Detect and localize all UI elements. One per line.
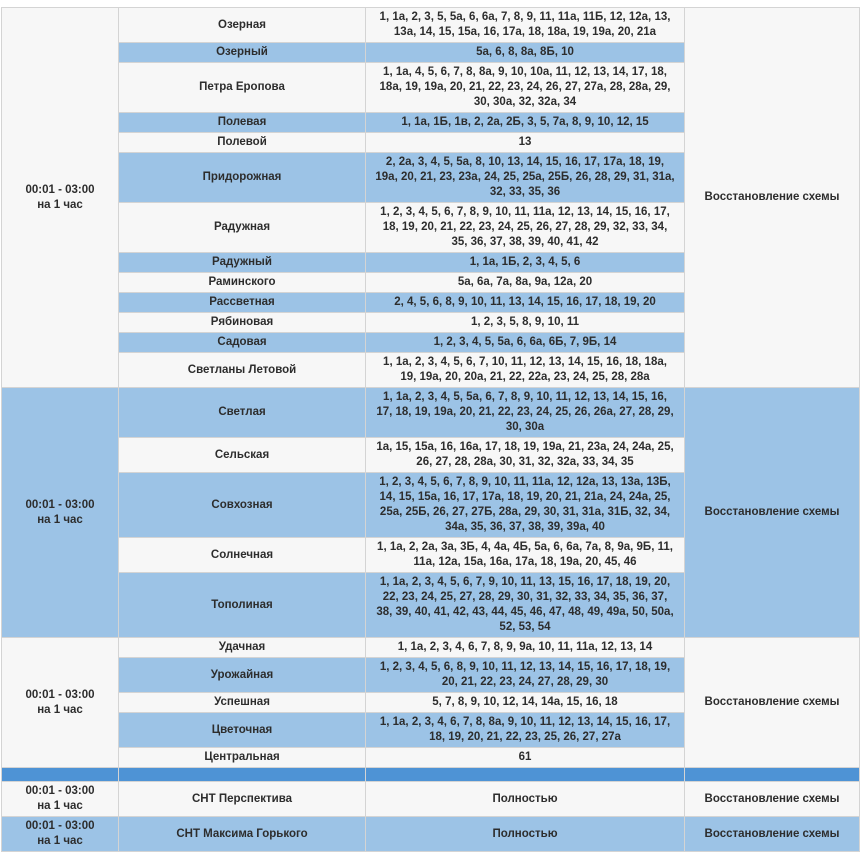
time-range: 00:01 - 03:00 — [25, 785, 95, 797]
houses-cell: Полностью — [366, 782, 685, 817]
street-cell: Светлая — [119, 388, 366, 438]
street-cell: Петра Еропова — [119, 63, 366, 113]
houses-cell: 1, 1а, 2, 3, 4, 5, 5а, 6, 7, 8, 9, 10, 11, 12, 13, 14, 15, 16, 17, 18, 19, 19а, 20, 21, 22, 23, 24, 25, 26, 26а, 27, 28, 29, 30, 30а — [366, 388, 685, 438]
street-cell: Полевая — [119, 113, 366, 133]
separator-cell — [366, 768, 685, 782]
schedule-row — [2, 8, 860, 43]
houses-cell: 1, 2, 3, 4, 5, 6, 7, 8, 9, 10, 11, 11а, 12, 12а, 13, 13а, 13Б, 14, 15, 15а, 16, 17, 17а, 18, 19, 20, 21, 21а, 24, 24а, 25, 25а, 25Б, 26, 27, 27Б, 28а, 29, 30, 31, 31а, 31Б, 32, 34, 34а, 35, 36, 37, 38, 39, 39а, 40 — [366, 473, 685, 538]
time-cell — [2, 638, 119, 768]
houses-cell: 1, 1а, 4, 5, 6, 7, 8, 8а, 9, 10, 10а, 11, 12, 13, 14, 17, 18, 18а, 19, 19а, 20, 21, 22, 23, 24, 26, 27, 27а, 28, 28а, 29, 30, 30а, 32, 32а, 34 — [366, 63, 685, 113]
time-duration: на 1 час — [37, 198, 83, 211]
time-cell — [2, 782, 119, 817]
time-duration: на 1 час — [37, 513, 83, 526]
street-cell: Цветочная — [119, 713, 366, 748]
houses-cell: 1а, 15, 15а, 16, 16а, 17, 18, 19, 19а, 21, 23а, 24, 24а, 25, 26, 27, 28, 28а, 30, 31, 32, 32а, 33, 34, 35 — [366, 438, 685, 473]
street-cell: Рябиновая — [119, 313, 366, 333]
street-cell: Сельская — [119, 438, 366, 473]
street-cell: Радужная — [119, 203, 366, 253]
street-cell: Центральная — [119, 748, 366, 768]
street-cell: Успешная — [119, 693, 366, 713]
houses-cell: 1, 1а, 2, 2а, 3а, 3Б, 4, 4а, 4Б, 5а, 6, 6а, 7а, 8, 9а, 9Б, 11, 11а, 12а, 15а, 16а, 17а, 18, 19а, 20, 45, 46 — [366, 538, 685, 573]
houses-cell: 1, 1а, 1Б, 2, 3, 4, 5, 6 — [366, 253, 685, 273]
houses-cell: 5а, 6а, 7а, 8а, 9а, 12а, 20 — [366, 273, 685, 293]
time-cell — [2, 388, 119, 638]
street-cell: Урожайная — [119, 658, 366, 693]
street-cell: Садовая — [119, 333, 366, 353]
street-cell: Раминского — [119, 273, 366, 293]
outage-schedule-table — [1, 7, 860, 852]
separator-cell — [685, 768, 860, 782]
schedule-row — [2, 388, 860, 438]
street-cell: Придорожная — [119, 153, 366, 203]
houses-cell: 1, 2, 3, 4, 5, 5а, 6, 6а, 6Б, 7, 9Б, 14 — [366, 333, 685, 353]
street-cell: Озерный — [119, 43, 366, 63]
street-cell: Радужный — [119, 253, 366, 273]
reason-cell: Восстановление схемы — [685, 782, 860, 817]
time-range: 00:01 - 03:00 — [25, 820, 95, 832]
street-cell: Рассветная — [119, 293, 366, 313]
time-range: 00:01 - 03:00 — [25, 498, 95, 511]
separator-cell — [2, 768, 119, 782]
separator-cell — [119, 768, 366, 782]
houses-cell: 1, 1а, 1Б, 1в, 2, 2а, 2Б, 3, 5, 7а, 8, 9, 10, 12, 15 — [366, 113, 685, 133]
street-cell: Солнечная — [119, 538, 366, 573]
schedule-table-body — [2, 8, 860, 852]
snt-row — [2, 782, 860, 817]
reason-cell: Восстановление схемы — [685, 8, 860, 388]
time-cell — [2, 8, 119, 388]
time-duration: на 1 час — [37, 835, 83, 847]
houses-cell: 2, 4, 5, 6, 8, 9, 10, 11, 13, 14, 15, 16, 17, 18, 19, 20 — [366, 293, 685, 313]
street-cell: СНТ Перспектива — [119, 782, 366, 817]
street-cell: Совхозная — [119, 473, 366, 538]
time-cell — [2, 817, 119, 852]
houses-cell: 5, 7, 8, 9, 10, 12, 14, 14а, 15, 16, 18 — [366, 693, 685, 713]
houses-cell: 1, 2, 3, 5, 8, 9, 10, 11 — [366, 313, 685, 333]
street-cell: СНТ Максима Горького — [119, 817, 366, 852]
street-cell: Полевой — [119, 133, 366, 153]
houses-cell: 13 — [366, 133, 685, 153]
reason-cell: Восстановление схемы — [685, 638, 860, 768]
snt-row — [2, 817, 860, 852]
houses-cell: 1, 1а, 2, 3, 4, 5, 6, 7, 10, 11, 12, 13, 14, 15, 16, 18, 18а, 19, 19а, 20, 20а, 21, 22, 22а, 23, 24, 25, 28, 28а — [366, 353, 685, 388]
reason-cell: Восстановление схемы — [685, 817, 860, 852]
houses-cell: 2, 2а, 3, 4, 5, 5а, 8, 10, 13, 14, 15, 16, 17, 17а, 18, 19, 19а, 20, 21, 23, 23а, 24, 25, 25а, 25Б, 26, 28, 29, 31, 31а, 32, 33, 35, 36 — [366, 153, 685, 203]
time-duration: на 1 час — [37, 703, 83, 716]
separator-band — [2, 768, 860, 782]
houses-cell: 1, 2, 3, 4, 5, 6, 7, 8, 9, 10, 11, 11а, 12, 13, 14, 15, 16, 17, 18, 19, 20, 21, 22, 23, 24, 25, 26, 27, 28, 29, 32, 33, 34, 35, 36, 37, 38, 39, 40, 41, 42 — [366, 203, 685, 253]
houses-cell: 1, 2, 3, 4, 5, 6, 8, 9, 10, 11, 12, 13, 14, 15, 16, 17, 18, 19, 20, 21, 22, 23, 24, 27, 28, 29, 30 — [366, 658, 685, 693]
street-cell: Удачная — [119, 638, 366, 658]
houses-cell: 5а, 6, 8, 8а, 8Б, 10 — [366, 43, 685, 63]
street-cell: Тополиная — [119, 573, 366, 638]
time-duration: на 1 час — [37, 800, 83, 812]
schedule-row — [2, 638, 860, 658]
reason-cell: Восстановление схемы — [685, 388, 860, 638]
time-range: 00:01 - 03:00 — [25, 688, 95, 701]
houses-cell: 1, 1а, 2, 3, 5, 5а, 6, 6а, 7, 8, 9, 11, 11а, 11Б, 12, 12а, 13, 13а, 14, 15, 15а, 16, 17а, 18, 18а, 19, 19а, 20, 21а — [366, 8, 685, 43]
houses-cell: Полностью — [366, 817, 685, 852]
time-range: 00:01 - 03:00 — [25, 183, 95, 196]
street-cell: Озерная — [119, 8, 366, 43]
houses-cell: 61 — [366, 748, 685, 768]
houses-cell: 1, 1а, 2, 3, 4, 5, 6, 7, 9, 10, 11, 13, 15, 16, 17, 18, 19, 20, 22, 23, 24, 25, 27, 28, 29, 30, 31, 32, 33, 34, 35, 36, 37, 38, 39, 40, 41, 42, 43, 44, 45, 46, 47, 48, 49, 49а, 50, 50а, 52, 53, 54 — [366, 573, 685, 638]
houses-cell: 1, 1а, 2, 3, 4, 6, 7, 8, 9, 9а, 10, 11, 11а, 12, 13, 14 — [366, 638, 685, 658]
houses-cell: 1, 1а, 2, 3, 4, 6, 7, 8, 8а, 9, 10, 11, 12, 13, 14, 15, 16, 17, 18, 19, 20, 21, 22, 23, 25, 26, 27, 27а — [366, 713, 685, 748]
street-cell: Светланы Летовой — [119, 353, 366, 388]
